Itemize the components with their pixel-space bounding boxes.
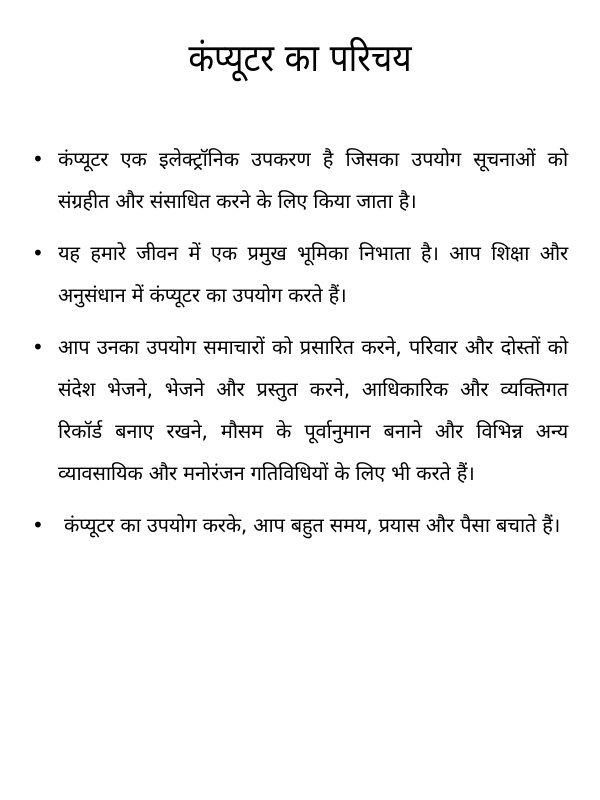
bullet-item	[32, 504, 568, 546]
bullet-list	[32, 138, 568, 556]
bullet-item	[32, 232, 568, 316]
bullet-dot-icon: •	[32, 147, 44, 171]
bullet-text: यह हमारे जीवन में एक प्रमुख भूमिका निभाता है। आप शिक्षा और अनुसंधान में कंप्यूटर का उपयोग करते हैं।	[58, 241, 568, 307]
bullet-dot-icon: •	[32, 241, 44, 265]
bullet-item	[32, 326, 568, 494]
bullet-dot-icon: •	[32, 335, 44, 359]
bullet-item	[32, 138, 568, 222]
bullet-text: कंप्यूटर एक इलेक्ट्रॉनिक उपकरण है जिसका उपयोग सूचनाओं को संग्रहीत और संसाधित करने के लिए किया जाता है।	[58, 147, 568, 213]
bullet-text: आप उनका उपयोग समाचारों को प्रसारित करने, परिवार और दोस्तों को संदेश भेजने, भेजने और प्रस्तुत करने, आधिकारिक और व्यक्तिगत रिकॉर्ड बनाए रखने, मौसम के पूर्वानुमान बनाने और विभिन्न अन्य व्यावसायिक और मनोरंजन गतिविधियों के लिए भी करते हैं।	[58, 335, 568, 485]
bullet-dot-icon: •	[32, 513, 44, 537]
bullet-text: कंप्यूटर का उपयोग करके, आप बहुत समय, प्रयास और पैसा बचाते हैं।	[64, 513, 561, 537]
slide-title: कंप्यूटर का परिचय	[188, 36, 412, 80]
